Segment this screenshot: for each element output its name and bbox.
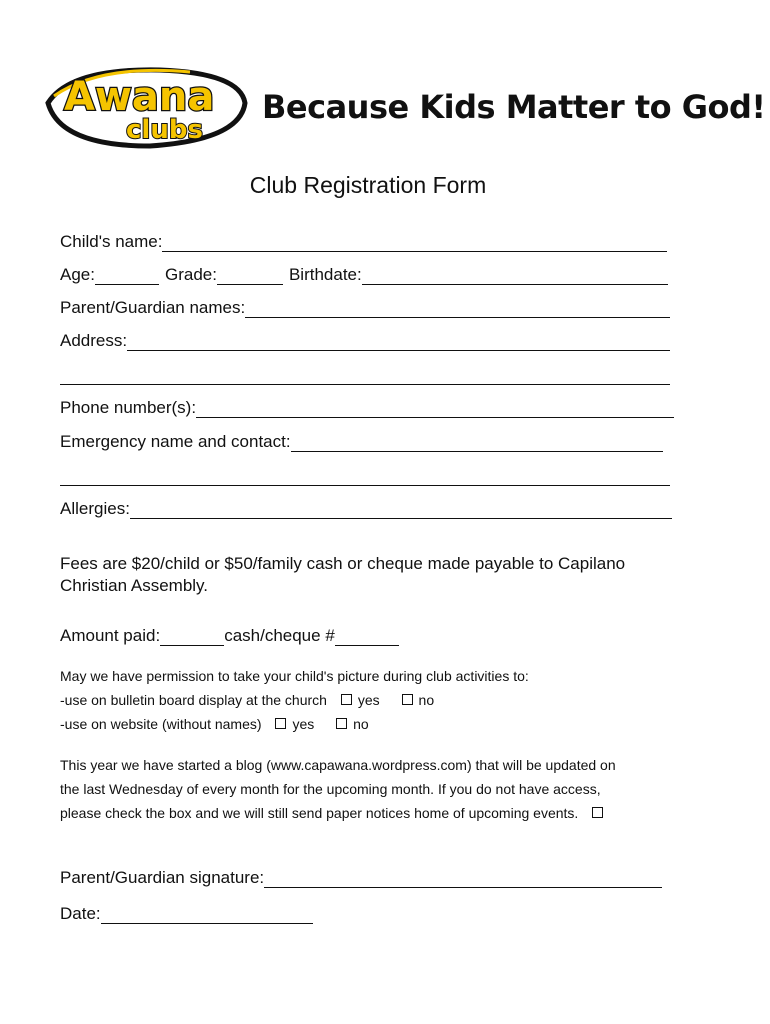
emergency-line-2-field[interactable] — [60, 468, 670, 486]
fees-line-2: Christian Assembly. — [60, 576, 209, 595]
blog-line-1: This year we have started a blog (www.capawana.wordpress.com) that will be updated on — [60, 757, 616, 773]
child-name-field[interactable] — [162, 234, 667, 252]
amount-paid-field[interactable] — [160, 628, 224, 646]
allergies-label: Allergies: — [60, 499, 130, 518]
grade-label: Grade: — [164, 265, 217, 284]
allergies-row — [60, 497, 672, 519]
blog-line-3-row — [60, 801, 680, 825]
bulletin-yes-checkbox[interactable] — [341, 694, 352, 705]
signature-field[interactable] — [264, 870, 662, 888]
allergies-field[interactable] — [130, 501, 672, 519]
website-no-label: no — [353, 716, 369, 732]
tagline: Because Kids Matter to God! — [262, 88, 766, 126]
signature-label: Parent/Guardian signature: — [60, 868, 265, 887]
address-line-2-row — [60, 363, 670, 385]
fees-text — [60, 553, 680, 597]
birthdate-field[interactable] — [362, 267, 668, 285]
parent-names-row — [60, 296, 670, 318]
website-no-checkbox[interactable] — [336, 718, 347, 729]
website-yes-label: yes — [292, 716, 315, 732]
emergency-row — [60, 430, 663, 452]
emergency-line-2-row — [60, 464, 670, 486]
website-permission-row — [60, 712, 680, 736]
paper-notices-checkbox[interactable] — [592, 807, 603, 818]
child-name-row — [60, 230, 667, 252]
bulletin-yes-label: yes — [357, 692, 380, 708]
website-yes-checkbox[interactable] — [275, 718, 286, 729]
age-field[interactable] — [95, 267, 159, 285]
age-grade-birthdate-row — [60, 263, 668, 285]
blog-section — [60, 753, 680, 825]
cash-cheque-label: cash/cheque # — [224, 626, 335, 645]
blog-line-2: the last Wednesday of every month for the upcoming month. If you do not have access, — [60, 781, 601, 797]
address-row — [60, 329, 670, 351]
bulletin-no-checkbox[interactable] — [402, 694, 413, 705]
blog-line-3: please check the box and we will still send paper notices home of upcoming events. — [60, 805, 579, 821]
svg-text:clubs: clubs — [126, 115, 203, 145]
cheque-number-field[interactable] — [335, 628, 399, 646]
child-name-label: Child's name: — [60, 232, 163, 251]
address-field[interactable] — [127, 333, 670, 351]
emergency-field[interactable] — [291, 434, 663, 452]
phone-field[interactable] — [196, 400, 674, 418]
fees-line-1: Fees are $20/child or $50/family cash or cheque made payable to Capilano — [60, 554, 626, 573]
signature-row — [60, 866, 662, 888]
form-title: Club Registration Form — [249, 172, 487, 198]
grade-field[interactable] — [217, 267, 283, 285]
age-label: Age: — [60, 265, 95, 284]
address-label: Address: — [60, 331, 128, 350]
birthdate-label: Birthdate: — [288, 265, 362, 284]
amount-paid-label: Amount paid: — [60, 626, 161, 645]
amount-paid-row — [60, 624, 399, 646]
emergency-label: Emergency name and contact: — [60, 432, 291, 451]
parent-names-label: Parent/Guardian names: — [60, 298, 246, 317]
permission-intro: May we have permission to take your child's picture during club activities to: — [60, 668, 529, 684]
bulletin-permission-row — [60, 688, 680, 712]
phone-row — [60, 396, 674, 418]
address-line-2-field[interactable] — [60, 367, 670, 385]
date-field[interactable] — [101, 906, 313, 924]
bulletin-no-label: no — [418, 692, 435, 708]
website-permission-label: -use on website (without names) — [60, 716, 262, 732]
svg-text:Awana: Awana — [64, 74, 215, 120]
permission-section — [60, 664, 680, 736]
awana-clubs-logo — [40, 58, 255, 153]
bulletin-permission-label: -use on bulletin board display at the church — [60, 692, 327, 708]
phone-label: Phone number(s): — [60, 398, 197, 417]
parent-names-field[interactable] — [245, 300, 670, 318]
date-label: Date: — [60, 904, 101, 923]
date-row — [60, 902, 313, 924]
